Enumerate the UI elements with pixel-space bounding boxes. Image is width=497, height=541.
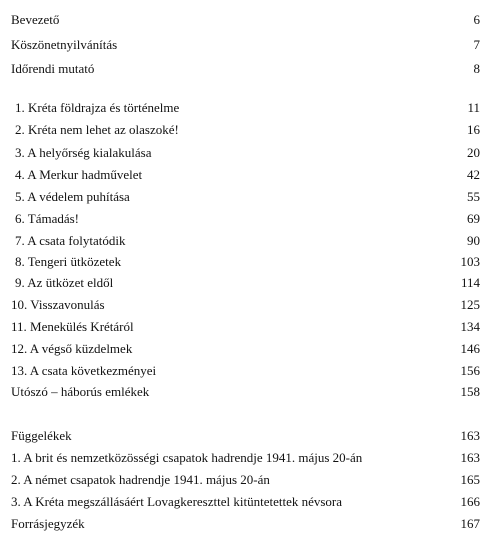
- toc-entry-acknowledgements: [11, 36, 480, 54]
- toc-entry-page: 158: [460, 384, 480, 399]
- toc-entry-page: 7: [473, 37, 480, 52]
- toc-entry-title: 10. Visszavonulás: [11, 297, 105, 312]
- toc-entry-appendices: [11, 427, 480, 445]
- toc-entry-page: 167: [460, 516, 480, 531]
- toc-entry-page: 6: [473, 12, 480, 27]
- toc-entry-page: 90: [467, 233, 480, 248]
- toc-entry-title: 11. Menekülés Krétáról: [11, 319, 134, 334]
- toc-entry-title: 1. A brit és nemzetközösségi csapatok hadrendje 1941. május 20-án: [11, 450, 363, 465]
- toc-entry-foreword: [11, 11, 480, 29]
- toc-entry-title: 8. Tengeri ütközetek: [15, 254, 122, 269]
- toc-entry-title: Utószó – háborús emlékek: [11, 384, 150, 399]
- toc-entry-page: 55: [467, 189, 480, 204]
- toc-entry-chapter-11: [11, 318, 480, 336]
- toc-entry-page: 146: [460, 341, 480, 356]
- toc-entry-title: 3. A helyőrség kialakulása: [15, 145, 152, 160]
- toc-entry-page: 125: [460, 297, 480, 312]
- toc-entry-page: 165: [460, 472, 480, 487]
- toc-entry-page: 69: [467, 211, 480, 226]
- toc-entry-chapter-7: [11, 232, 480, 250]
- toc-entry-title: 4. A Merkur hadművelet: [15, 167, 143, 182]
- toc-entry-page: 11: [467, 100, 480, 115]
- toc-entry-chapter-6: [11, 210, 480, 228]
- toc-entry-chapter-5: [11, 188, 480, 206]
- toc-entry-chapter-12: [11, 340, 480, 358]
- toc-entry-page: 156: [460, 363, 480, 378]
- toc-entry-chapter-8: [11, 253, 480, 271]
- toc-entry-title: 3. A Kréta megszállásáért Lovagkereszttel kitüntetettek névsora: [11, 494, 343, 509]
- toc-entry-page: 163: [460, 450, 480, 465]
- toc-entry-page: 42: [467, 167, 480, 182]
- toc-entry-title: Időrendi mutató: [11, 61, 95, 76]
- toc-entry-chapter-9: [11, 274, 480, 292]
- toc-entry-chapter-4: [11, 166, 480, 184]
- toc-entry-title: 2. Kréta nem lehet az olaszoké!: [15, 122, 179, 137]
- toc-entry-page: 103: [460, 254, 480, 269]
- toc-entry-title: 5. A védelem puhítása: [15, 189, 130, 204]
- toc-entry-chapter-10: [11, 296, 480, 314]
- toc-entry-title: 2. A német csapatok hadrendje 1941. május 20-án: [11, 472, 270, 487]
- toc-entry-title: 9. Az ütközet eldől: [15, 275, 114, 290]
- toc-entry-page: 16: [467, 122, 480, 137]
- toc-entry-title: Bevezető: [11, 12, 60, 27]
- toc-entry-page: 134: [460, 319, 480, 334]
- toc-entry-chapter-2: [11, 121, 480, 139]
- toc-entry-appendix-1: [11, 449, 480, 467]
- toc-entry-title: Függelékek: [11, 428, 72, 443]
- toc-entry-page: 163: [460, 428, 480, 443]
- toc-entry-chronology: [11, 60, 480, 78]
- toc-entry-title: 1. Kréta földrajza és történelme: [15, 100, 180, 115]
- toc-entry-title: Forrásjegyzék: [11, 516, 85, 531]
- toc-entry-chapter-1: [11, 99, 480, 117]
- toc-entry-appendix-3: [11, 493, 480, 511]
- toc-entry-page: 20: [467, 145, 480, 160]
- toc-entry-chapter-3: [11, 144, 480, 162]
- toc-entry-afterword: [11, 383, 480, 401]
- toc-entry-appendix-2: [11, 471, 480, 489]
- toc-entry-title: 13. A csata következményei: [11, 363, 157, 378]
- toc-entry-page: 114: [460, 275, 480, 290]
- toc-entry-title: Köszönetnyilvánítás: [11, 37, 118, 52]
- toc-entry-chapter-13: [11, 362, 480, 380]
- toc-entry-title: 6. Támadás!: [15, 211, 80, 226]
- toc-entry-title: 7. A csata folytatódik: [15, 233, 126, 248]
- toc-entry-page: 8: [473, 61, 480, 76]
- toc-entry-title: 12. A végső küzdelmek: [11, 341, 133, 356]
- toc-entry-sources: [11, 515, 480, 533]
- toc-entry-page: 166: [460, 494, 480, 509]
